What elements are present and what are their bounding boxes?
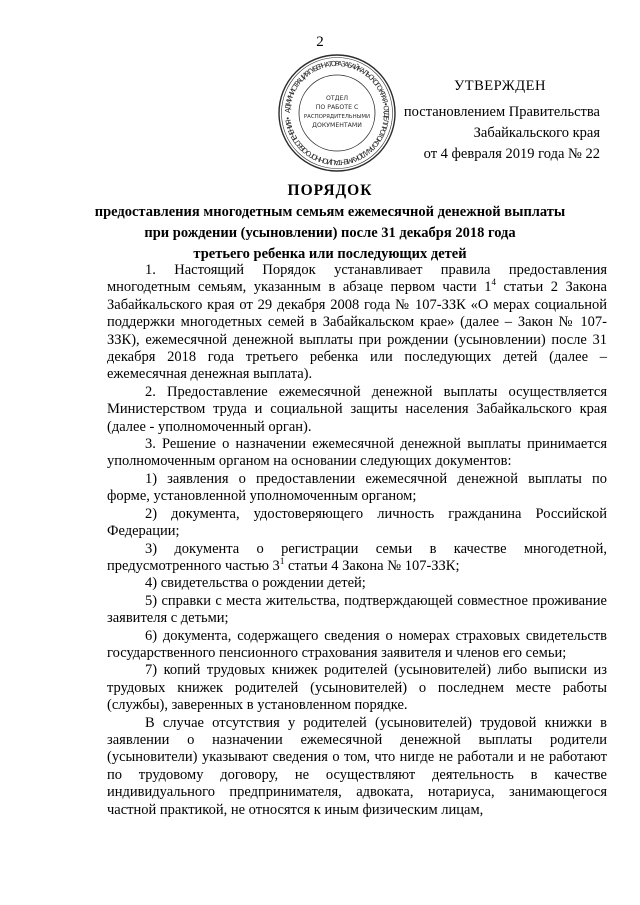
stamp-line: ОТДЕЛ <box>325 95 349 102</box>
stamp-line: РАСПОРЯДИТЕЛЬНЫМИ <box>303 114 371 120</box>
page-number: 2 <box>316 34 324 50</box>
paragraph-4: В случае отсутствия у родителей (усыновителей) трудовой книжки в заявлении о назначении ежемесячной денежной выплаты родители (усыновители) указывают сведения о том, что нигде не работали и не работают по трудовому договору, не осуществляют деятельность в качестве индивидуального предпринимателя, адвоката, нотариуса, занимающегося частной практикой, не относятся к иным физическим лицам, <box>107 714 607 818</box>
title-line: предоставления многодетным семьям ежемесячной денежной выплаты <box>94 204 566 220</box>
stamp-ring-text: АДМИНИСТРАЦИЯ ГУБЕРНАТОРА ЗАБАЙКАЛЬСКОГО КРАЯ • ОТДЕЛ ПРОТОКОЛА И ДОКУМЕНТАЦИОННОГО ОБЕСПЕЧЕНИЯ • <box>283 59 391 167</box>
svg-text:АДМИНИСТРАЦИЯ ГУБЕРНАТОРА ЗАБА <box>284 60 390 166</box>
approval-line: Забайкальского края <box>473 125 600 141</box>
document-body <box>107 262 607 819</box>
list-item: 3) документа о регистрации семьи в качестве многодетной, предусмотренного частью $3^1$ статьи 4 Закона № 107-ЗЗК; <box>107 540 607 574</box>
list-item: 5) справки с места жительства, подтверждающей совместное проживание заявителя с детьми; <box>107 592 607 627</box>
paragraph-1: 1. Настоящий Порядок устанавливает правила предоставления многодетным семьям, указанным в абзаце первом части $1^4$ статьи 2 Закона Забайкальского края от 29 декабря 2008 года № 107-ЗЗК «О мерах социальной поддержки многодетных семей в Забайкальском крае» (далее – Закон № 107-ЗЗК), ежемесячной денежной выплаты при рождении (усыновлении) после 31 декабря 2018 года третьего ребенка или последующих детей (далее – ежемесячная денежная выплата). <box>107 262 607 383</box>
list-item: 1) заявления о предоставлении ежемесячной денежной выплаты по форме, установленной уполномоченным органом; <box>107 470 607 505</box>
list-item: 4) свидетельства о рождении детей; <box>145 575 366 592</box>
list-item: 7) копий трудовых книжек родителей (усыновителей) либо выписки из трудовых книжек родителей (усыновителей) о последнем месте работы (службы), заверенных в установленном порядке. <box>107 662 607 714</box>
approval-block <box>400 76 600 165</box>
stamp-line: ПО РАБОТЕ С <box>315 104 359 111</box>
stamp-line: ДОКУМЕНТАМИ <box>312 122 362 129</box>
paragraph-2: 2. Предоставление ежемесячной денежной выплаты осуществляется Министерством труда и социальной защиты населения Забайкальского края (далее - уполномоченный орган). <box>107 383 607 435</box>
title-main: ПОРЯДОК <box>287 182 373 199</box>
document-title <box>60 180 600 265</box>
approval-line: постановлением Правительства <box>403 104 600 120</box>
paragraph-3: 3. Решение о назначении ежемесячной денежной выплаты принимается уполномоченным органом на основании следующих документов: <box>107 436 607 470</box>
approval-label: УТВЕРЖДЕН <box>454 78 546 94</box>
approval-line: от 4 февраля 2019 года № 22 <box>423 146 600 162</box>
title-line: при рождении (усыновлении) после 31 декабря 2018 года <box>144 225 516 241</box>
official-stamp <box>276 52 398 174</box>
title-line: третьего ребенка или последующих детей <box>193 246 467 262</box>
list-item: 6) документа, содержащего сведения о номерах страховых свидетельств государственного пенсионного страхования заявителя и членов его семьи; <box>107 627 607 661</box>
list-item: 2) документа, удостоверяющего личность гражданина Российской Федерации; <box>107 505 607 540</box>
